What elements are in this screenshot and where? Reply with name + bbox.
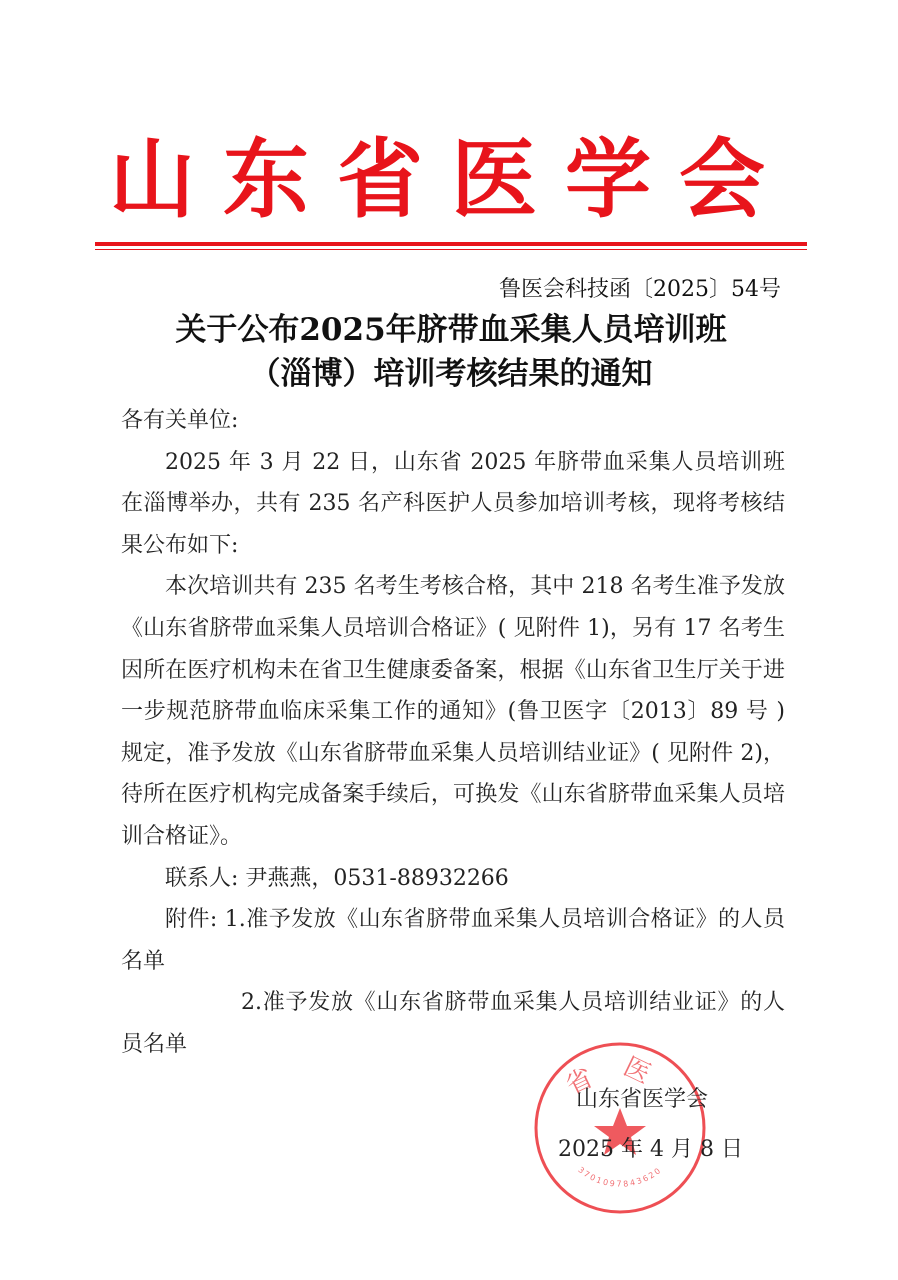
salutation: 各有关单位: xyxy=(121,408,239,433)
paragraph-results: 本次培训共有 235 名考生考核合格，其中 218 名考生准予发放《山东省脐带血采集人员培训合格证》( 见附件 1)，另有 17 名考生因所在医疗机构未在省卫生健康委备案，根据《山东省卫生厅关于进一步规范脐带血临床采集工作的通知》(鲁卫医字〔2013〕89 号 ) 规定，准予发放《山东省脐带血采集人员培训结业证》( 见附件 2)，待所在医疗机构完成备案手续后，可换发《山东省脐带血采集人员培训合格证》。 xyxy=(121,574,785,849)
letterhead-rule-thin xyxy=(95,249,807,250)
attachment-2: 2.准予发放《山东省脐带血采集人员培训结业证》的人员名单 xyxy=(121,990,785,1057)
signature-org: 山东省医学会 xyxy=(575,1087,708,1112)
document-title-line2: （淄博）培训考核结果的通知 xyxy=(249,356,653,392)
document-title xyxy=(95,308,807,396)
document-body xyxy=(121,400,785,1066)
letterhead-title: 山东省医学会 xyxy=(109,129,793,230)
document-number: 鲁医会科技函〔2025〕54号 xyxy=(499,277,781,302)
letterhead-rule xyxy=(95,242,807,246)
contact-line: 联系人: 尹燕燕，0531-88932266 xyxy=(165,865,509,891)
document-title-line1: 关于公布2025年脐带血采集人员培训班 xyxy=(175,312,727,348)
official-seal xyxy=(532,1040,708,1216)
signature-date: 2025 年 4 月 8 日 xyxy=(558,1137,743,1162)
seal-top-text: 省医 xyxy=(561,1051,679,1102)
paragraph-intro: 2025 年 3 月 22 日，山东省 2025 年脐带血采集人员培训班在淄博举办，共有 235 名产科医护人员参加培训考核，现将考核结果公布如下: xyxy=(121,449,785,558)
seal-serial: 3701097843620 xyxy=(576,1165,664,1189)
attachment-1: 附件: 1.准予发放《山东省脐带血采集人员培训合格证》的人员名单 xyxy=(121,907,785,974)
